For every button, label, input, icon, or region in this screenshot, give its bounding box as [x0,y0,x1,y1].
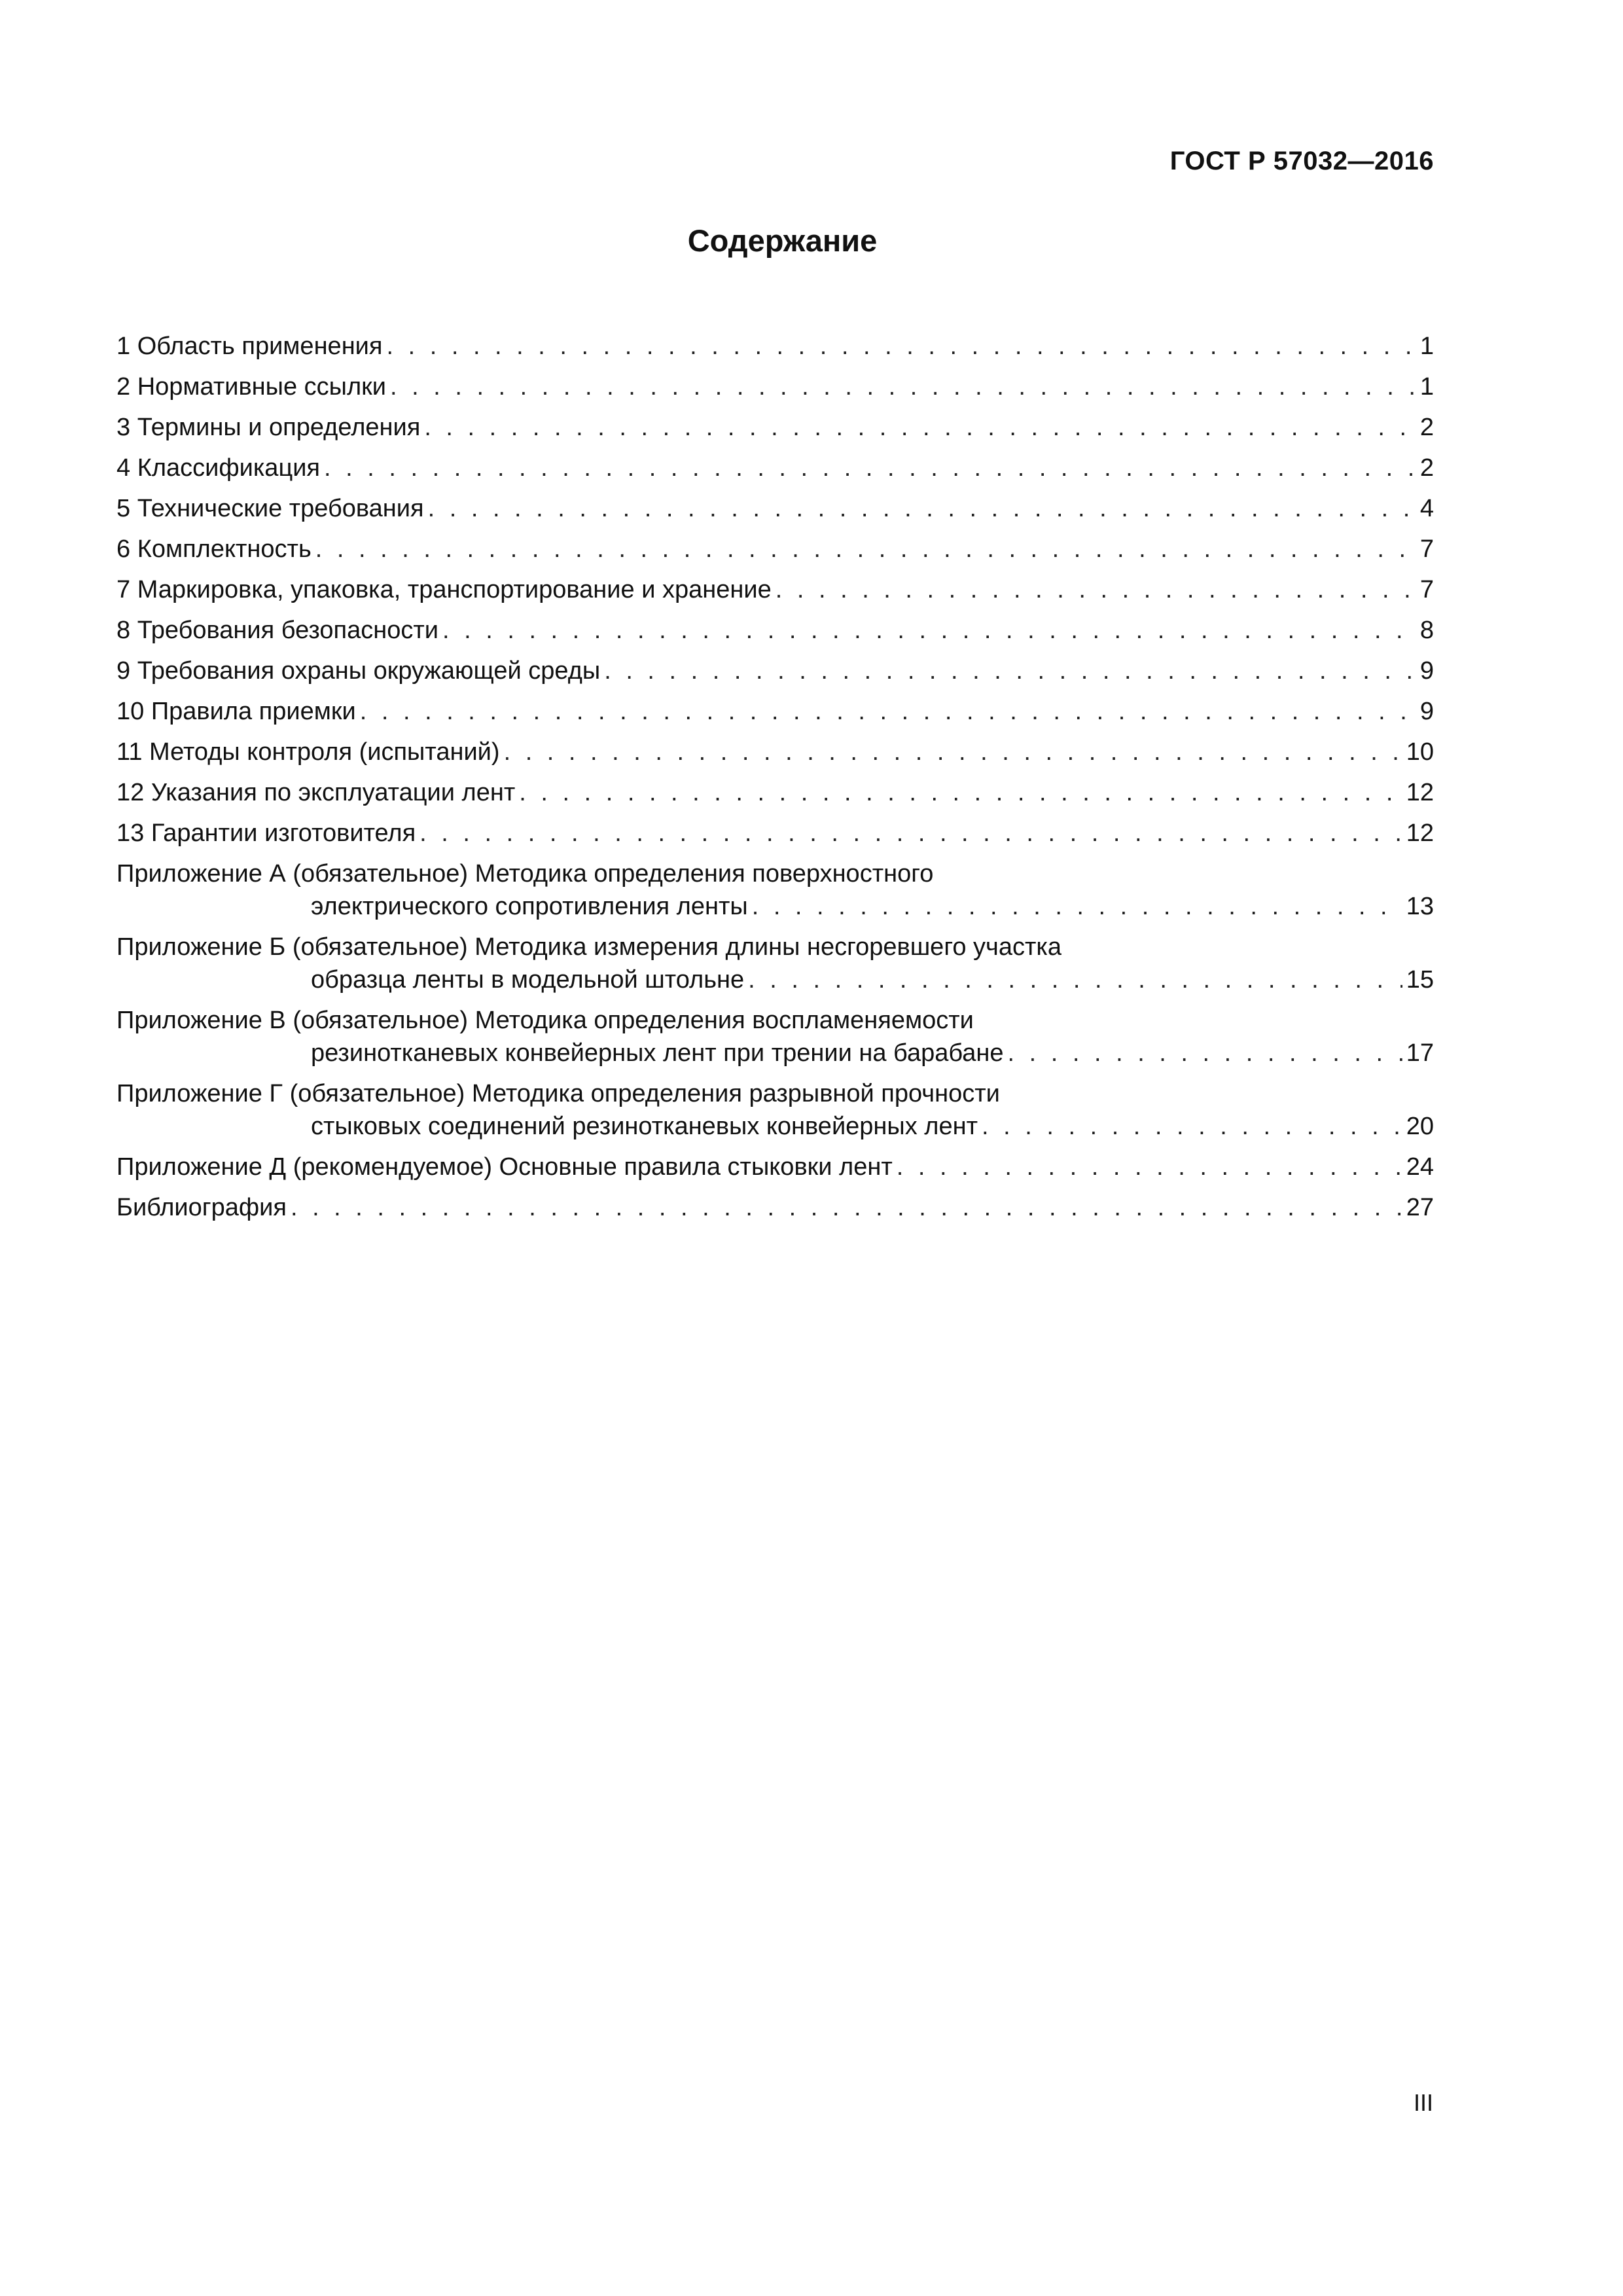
dot-leader [386,326,1416,367]
toc-entry-label: 9 Требования охраны окружающей среды [116,657,601,685]
toc-entry-page: 8 [1419,617,1434,644]
toc-appendix-v[interactable] [116,1000,1434,1073]
toc-entry-page: 24 [1406,1153,1434,1181]
toc-entry-8[interactable] [116,610,1434,651]
toc-entry-page: 2 [1419,414,1434,441]
toc-appendix-g[interactable] [116,1073,1434,1147]
toc-entry-page: 27 [1406,1194,1434,1221]
toc-entry-label: 10 Правила приемки [116,698,356,725]
dot-leader [1008,1037,1402,1069]
dot-leader [604,651,1416,691]
dot-leader [504,732,1402,772]
toc-entry-page: 2 [1419,454,1434,482]
toc-entry-page: 13 [1406,893,1434,920]
dot-leader [291,1187,1402,1228]
toc-appendix-a[interactable] [116,853,1434,927]
toc-title: Содержание [687,223,878,258]
table-of-contents [116,326,1434,1228]
toc-entry-label: 13 Гарантии изготовителя [116,819,416,847]
page-number: III [1413,2089,1433,2116]
toc-entry-page: 12 [1406,779,1434,806]
dot-leader [360,691,1416,732]
toc-entry-page: 9 [1419,698,1434,725]
dot-leader [519,772,1402,813]
dot-leader [897,1147,1402,1187]
toc-bibliography[interactable] [116,1187,1434,1228]
toc-entry-label: 8 Требования безопасности [116,617,438,644]
toc-entry-page: 10 [1406,738,1434,766]
toc-entry-label: 7 Маркировка, упаковка, транспортирование и хранение [116,576,772,603]
toc-entry-label: Приложение Д (рекомендуемое) Основные правила стыковки лент [116,1153,893,1181]
toc-entry-page: 12 [1406,819,1434,847]
toc-entry-label: Библиография [116,1194,287,1221]
toc-entry-4[interactable] [116,448,1434,488]
toc-entry-page: 9 [1419,657,1434,685]
dot-leader [424,407,1416,448]
toc-entry-1[interactable] [116,326,1434,367]
toc-entry-page: 15 [1406,966,1434,994]
dot-leader [982,1110,1402,1143]
toc-appendix-title: Приложение Б (обязательное) Методика измерения длины несгоревшего участка [116,933,1061,961]
toc-entry-label: 2 Нормативные ссылки [116,373,386,401]
toc-entry-7[interactable] [116,569,1434,610]
toc-entry-11[interactable] [116,732,1434,772]
toc-entry-label: 11 Методы контроля (испытаний) [116,738,500,766]
toc-appendix-title: Приложение А (обязательное) Методика определения поверхностного [116,860,934,888]
dot-leader [315,529,1416,569]
toc-appendix-title: Приложение В (обязательное) Методика определения воспламеняемости [116,1007,974,1034]
toc-entry-label: 4 Классификация [116,454,321,482]
toc-appendix-b[interactable] [116,927,1434,1000]
toc-entry-12[interactable] [116,772,1434,813]
toc-appendix-subtitle: стыковых соединений резинотканевых конвейерных лент [311,1113,978,1140]
toc-appendix-subtitle: образца ленты в модельной штольне [311,966,745,994]
toc-entry-page: 20 [1406,1113,1434,1140]
dot-leader [748,963,1402,996]
document-code: ГОСТ Р 57032—2016 [1169,147,1434,175]
toc-appendix-d[interactable] [116,1147,1434,1187]
toc-entry-10[interactable] [116,691,1434,732]
toc-entry-label: 12 Указания по эксплуатации лент [116,779,516,806]
toc-appendix-subtitle: электрического сопротивления ленты [311,893,748,920]
toc-entry-6[interactable] [116,529,1434,569]
dot-leader [324,448,1416,488]
dot-leader [390,367,1416,407]
toc-entry-page: 17 [1406,1039,1434,1067]
toc-appendix-title: Приложение Г (обязательное) Методика определения разрывной прочности [116,1080,1000,1107]
toc-entry-5[interactable] [116,488,1434,529]
toc-entry-page: 7 [1419,535,1434,563]
toc-entry-label: 3 Термины и определения [116,414,421,441]
toc-entry-page: 4 [1419,495,1434,522]
toc-entry-page: 1 [1419,373,1434,401]
toc-entry-13[interactable] [116,813,1434,853]
toc-entry-label: 1 Область применения [116,332,383,360]
dot-leader [428,488,1416,529]
toc-entry-3[interactable] [116,407,1434,448]
dot-leader [419,813,1402,853]
toc-entry-9[interactable] [116,651,1434,691]
toc-entry-label: 5 Технические требования [116,495,424,522]
toc-appendix-subtitle: резинотканевых конвейерных лент при трении на барабане [311,1039,1004,1067]
toc-entry-page: 7 [1419,576,1434,603]
toc-entry-label: 6 Комплектность [116,535,312,563]
dot-leader [776,569,1416,610]
dot-leader [752,890,1402,923]
toc-entry-2[interactable] [116,367,1434,407]
dot-leader [442,610,1416,651]
toc-entry-page: 1 [1419,332,1434,360]
